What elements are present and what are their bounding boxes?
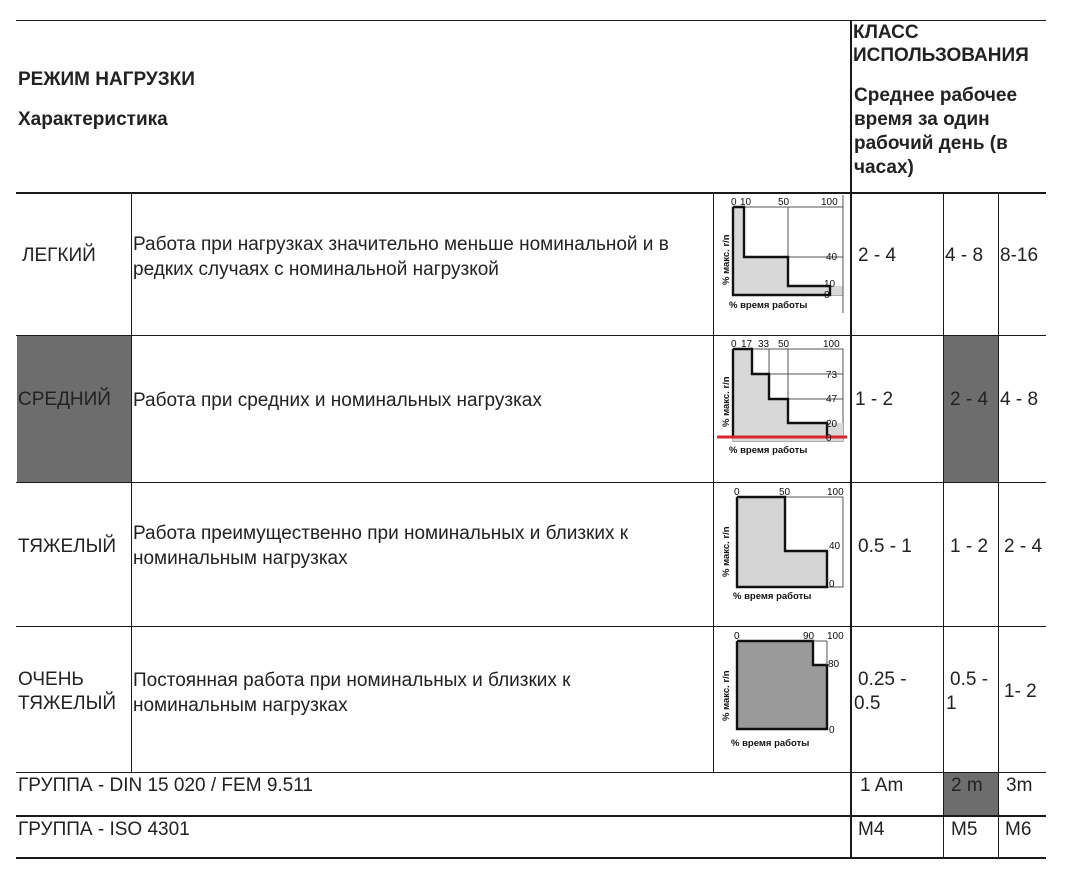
grid-line xyxy=(16,815,1046,817)
group-iso-label: ГРУППА - ISO 4301 xyxy=(18,819,190,840)
class-medium-2: 2 - 4 xyxy=(950,389,989,410)
group-din-value-3: 3m xyxy=(1006,775,1033,796)
diagram-x-label: % время работы xyxy=(731,738,810,749)
diagram-tick: 0 xyxy=(734,631,740,642)
grid-line xyxy=(16,335,1046,336)
load-diagram-very-heavy xyxy=(715,629,849,751)
group-din-label: ГРУППА - DIN 15 020 / FEM 9.511 xyxy=(18,775,313,796)
description-heavy: Работа преимущественно при номинальных и близких к номинальным нагрузках xyxy=(133,523,629,569)
group-iso-value-1: M4 xyxy=(858,819,885,840)
avg-time-line-4: часах) xyxy=(854,157,914,178)
diagram-tick: 100 xyxy=(821,197,838,208)
diagram-tick: 0 xyxy=(731,197,737,208)
class-light-1: 2 - 4 xyxy=(858,245,897,266)
grid-line xyxy=(16,857,1046,859)
diagram-tick: 100 xyxy=(823,339,840,350)
diagram-tick: 0 xyxy=(829,725,835,736)
grid-line xyxy=(713,193,714,772)
diagram-tick: 47 xyxy=(826,394,838,405)
class-very-heavy-1-line-2: 0.5 xyxy=(854,693,881,714)
diagram-tick: 90 xyxy=(803,631,815,642)
diagram-tick: 73 xyxy=(826,370,838,381)
diagram-tick: 0 xyxy=(829,579,835,590)
description-light: Работа при нагрузках значительно меньше номинальной и в редких случаях с номинальной нагрузкой xyxy=(133,234,669,280)
grid-line xyxy=(16,772,1046,773)
description-medium: Работа при средних и номинальных нагрузках xyxy=(133,390,542,411)
diagram-y-label: % макс. r/n xyxy=(721,670,732,721)
mode-heavy: ТЯЖЕЛЫЙ xyxy=(18,536,117,557)
load-diagram-medium xyxy=(715,337,849,459)
avg-time-line-3: рабочий день (в xyxy=(854,133,1008,154)
diagram-tick: 80 xyxy=(828,659,840,670)
mode-very-heavy-line-2: ТЯЖЕЛЫЙ xyxy=(18,693,117,714)
mode-light: ЛЕГКИЙ xyxy=(22,245,96,266)
load-diagram-light-svg xyxy=(715,195,847,313)
grid-line xyxy=(998,193,999,859)
diagram-tick: 0 xyxy=(824,290,830,301)
diagram-tick: 0 xyxy=(731,339,737,350)
class-light-3: 8-16 xyxy=(1000,245,1039,266)
class-title-line-2: ИСПОЛЬЗОВАНИЯ xyxy=(853,45,1029,66)
load-diagram-heavy xyxy=(715,485,849,603)
class-medium-3: 4 - 8 xyxy=(1000,389,1039,410)
diagram-tick: 0 xyxy=(826,433,832,444)
grid-line xyxy=(16,626,1046,627)
diagram-y-label: % макс. r/n xyxy=(721,234,732,285)
diagram-tick: 40 xyxy=(826,252,838,263)
diagram-tick: 33 xyxy=(758,339,770,350)
class-very-heavy-2-line-2: 1 xyxy=(946,693,957,714)
avg-time-line-2: время за один xyxy=(854,109,990,130)
grid-line xyxy=(943,193,944,859)
diagram-tick: 10 xyxy=(824,279,836,290)
avg-time-line-1: Среднее рабочее xyxy=(854,85,1018,106)
diagram-x-label: % время работы xyxy=(729,445,808,456)
diagram-tick: 50 xyxy=(778,197,790,208)
diagram-tick: 100 xyxy=(827,487,844,498)
diagram-tick: 50 xyxy=(778,339,790,350)
diagram-tick: 40 xyxy=(829,541,841,552)
class-heavy-3: 2 - 4 xyxy=(1004,536,1043,557)
characteristic-title: Характеристика xyxy=(18,109,168,130)
class-heavy-2: 1 - 2 xyxy=(950,536,989,557)
group-iso-value-2: M5 xyxy=(951,819,978,840)
diagram-tick: 0 xyxy=(734,487,740,498)
diagram-tick: 50 xyxy=(779,487,791,498)
group-iso-value-3: M6 xyxy=(1005,819,1032,840)
class-very-heavy-3: 1- 2 xyxy=(1004,681,1037,702)
load-diagram-light xyxy=(715,195,847,313)
class-title-line-1: КЛАСС xyxy=(853,22,919,43)
grid-line xyxy=(131,193,132,772)
mode-medium: СРЕДНИЙ xyxy=(18,389,111,410)
group-din-value-2: 2 m xyxy=(951,775,983,796)
diagram-tick: 100 xyxy=(827,631,844,642)
mode-title: РЕЖИМ НАГРУЗКИ xyxy=(18,69,195,90)
grid-line xyxy=(16,192,1046,194)
diagram-y-label: % макс. r/n xyxy=(721,376,732,427)
diagram-tick: 20 xyxy=(826,419,838,430)
class-very-heavy-2-line-1: 0.5 - xyxy=(950,669,989,690)
group-din-value-1: 1 Am xyxy=(860,775,904,796)
diagram-tick: 10 xyxy=(740,197,752,208)
diagram-y-label: % макс. r/n xyxy=(721,526,732,577)
diagram-tick: 17 xyxy=(741,339,753,350)
class-light-2: 4 - 8 xyxy=(945,245,984,266)
class-very-heavy-1-line-1: 0.25 - xyxy=(858,669,907,690)
load-diagram-heavy-svg xyxy=(715,485,849,603)
grid-line xyxy=(850,20,852,859)
diagram-x-label: % время работы xyxy=(729,300,808,311)
load-diagram-very-heavy-svg xyxy=(715,629,849,751)
load-diagram-medium-svg xyxy=(715,337,849,459)
mode-very-heavy-line-1: ОЧЕНЬ xyxy=(18,669,84,690)
diagram-x-label: % время работы xyxy=(733,591,812,602)
description-very-heavy: Постоянная работа при номинальных и близких к номинальным нагрузках xyxy=(133,670,571,716)
class-heavy-1: 0.5 - 1 xyxy=(858,536,912,557)
grid-line xyxy=(16,482,1046,483)
class-medium-1: 1 - 2 xyxy=(855,389,894,410)
